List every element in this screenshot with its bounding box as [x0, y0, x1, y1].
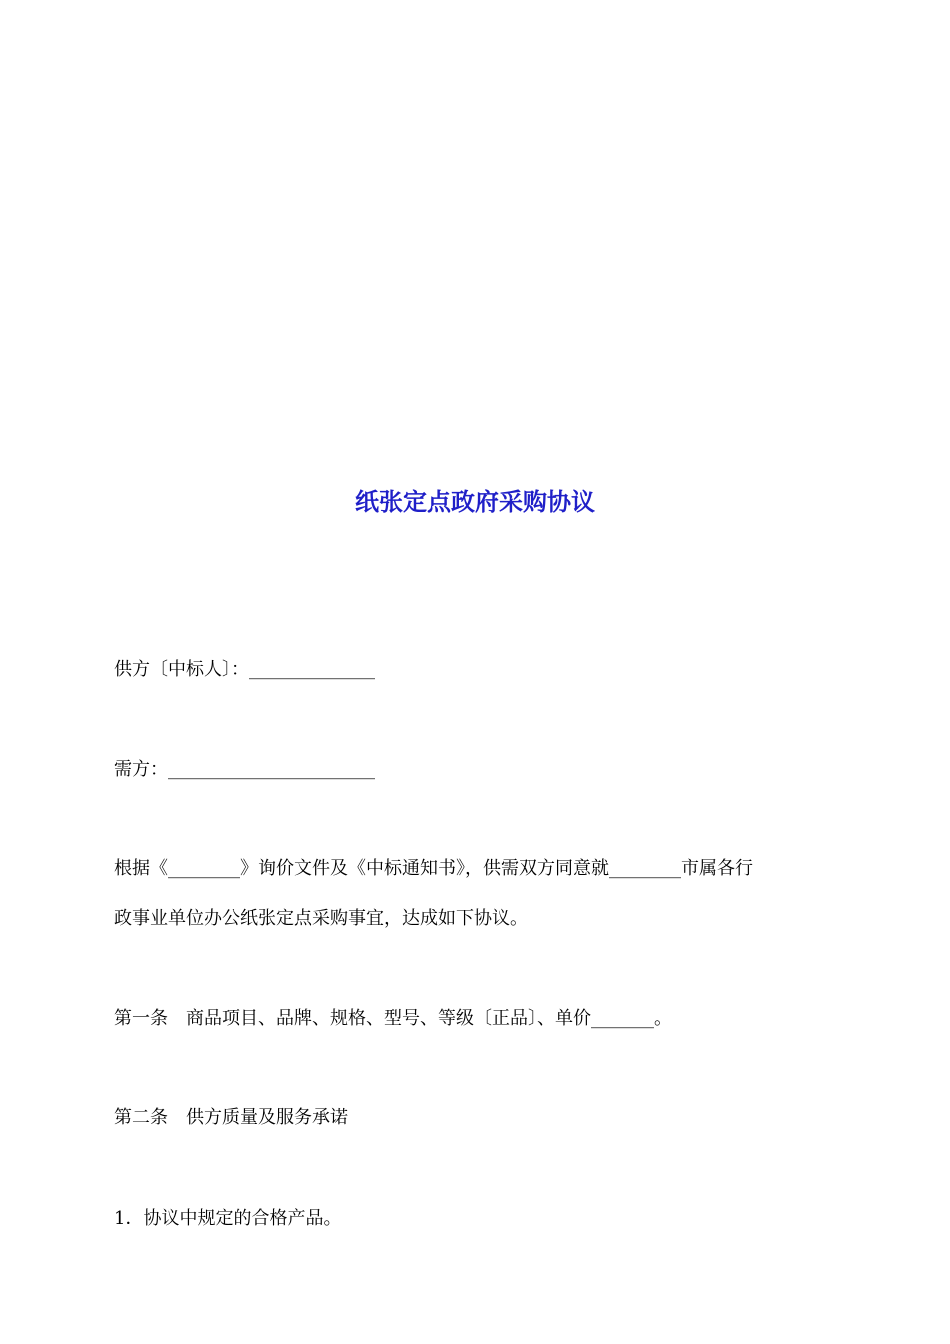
article-two-item-1: 1．协议中规定的合格产品。 — [114, 1208, 342, 1229]
preamble-line-2: 政事业单位办公纸张定点采购事宜，达成如下协议。 — [114, 908, 528, 929]
buyer-line: 需方：_______________________ — [114, 759, 375, 780]
supplier-line: 供方〔中标人〕：______________ — [114, 659, 375, 680]
preamble-line-1: 根据《________》询价文件及《中标通知书》，供需双方同意就________市属各行 — [114, 858, 753, 879]
document-title: 纸张定点政府采购协议 — [355, 488, 595, 516]
article-one: 第一条 商品项目、品牌、规格、型号、等级〔正品〕、单价_______。 — [114, 1008, 672, 1029]
article-two: 第二条 供方质量及服务承诺 — [114, 1107, 348, 1128]
